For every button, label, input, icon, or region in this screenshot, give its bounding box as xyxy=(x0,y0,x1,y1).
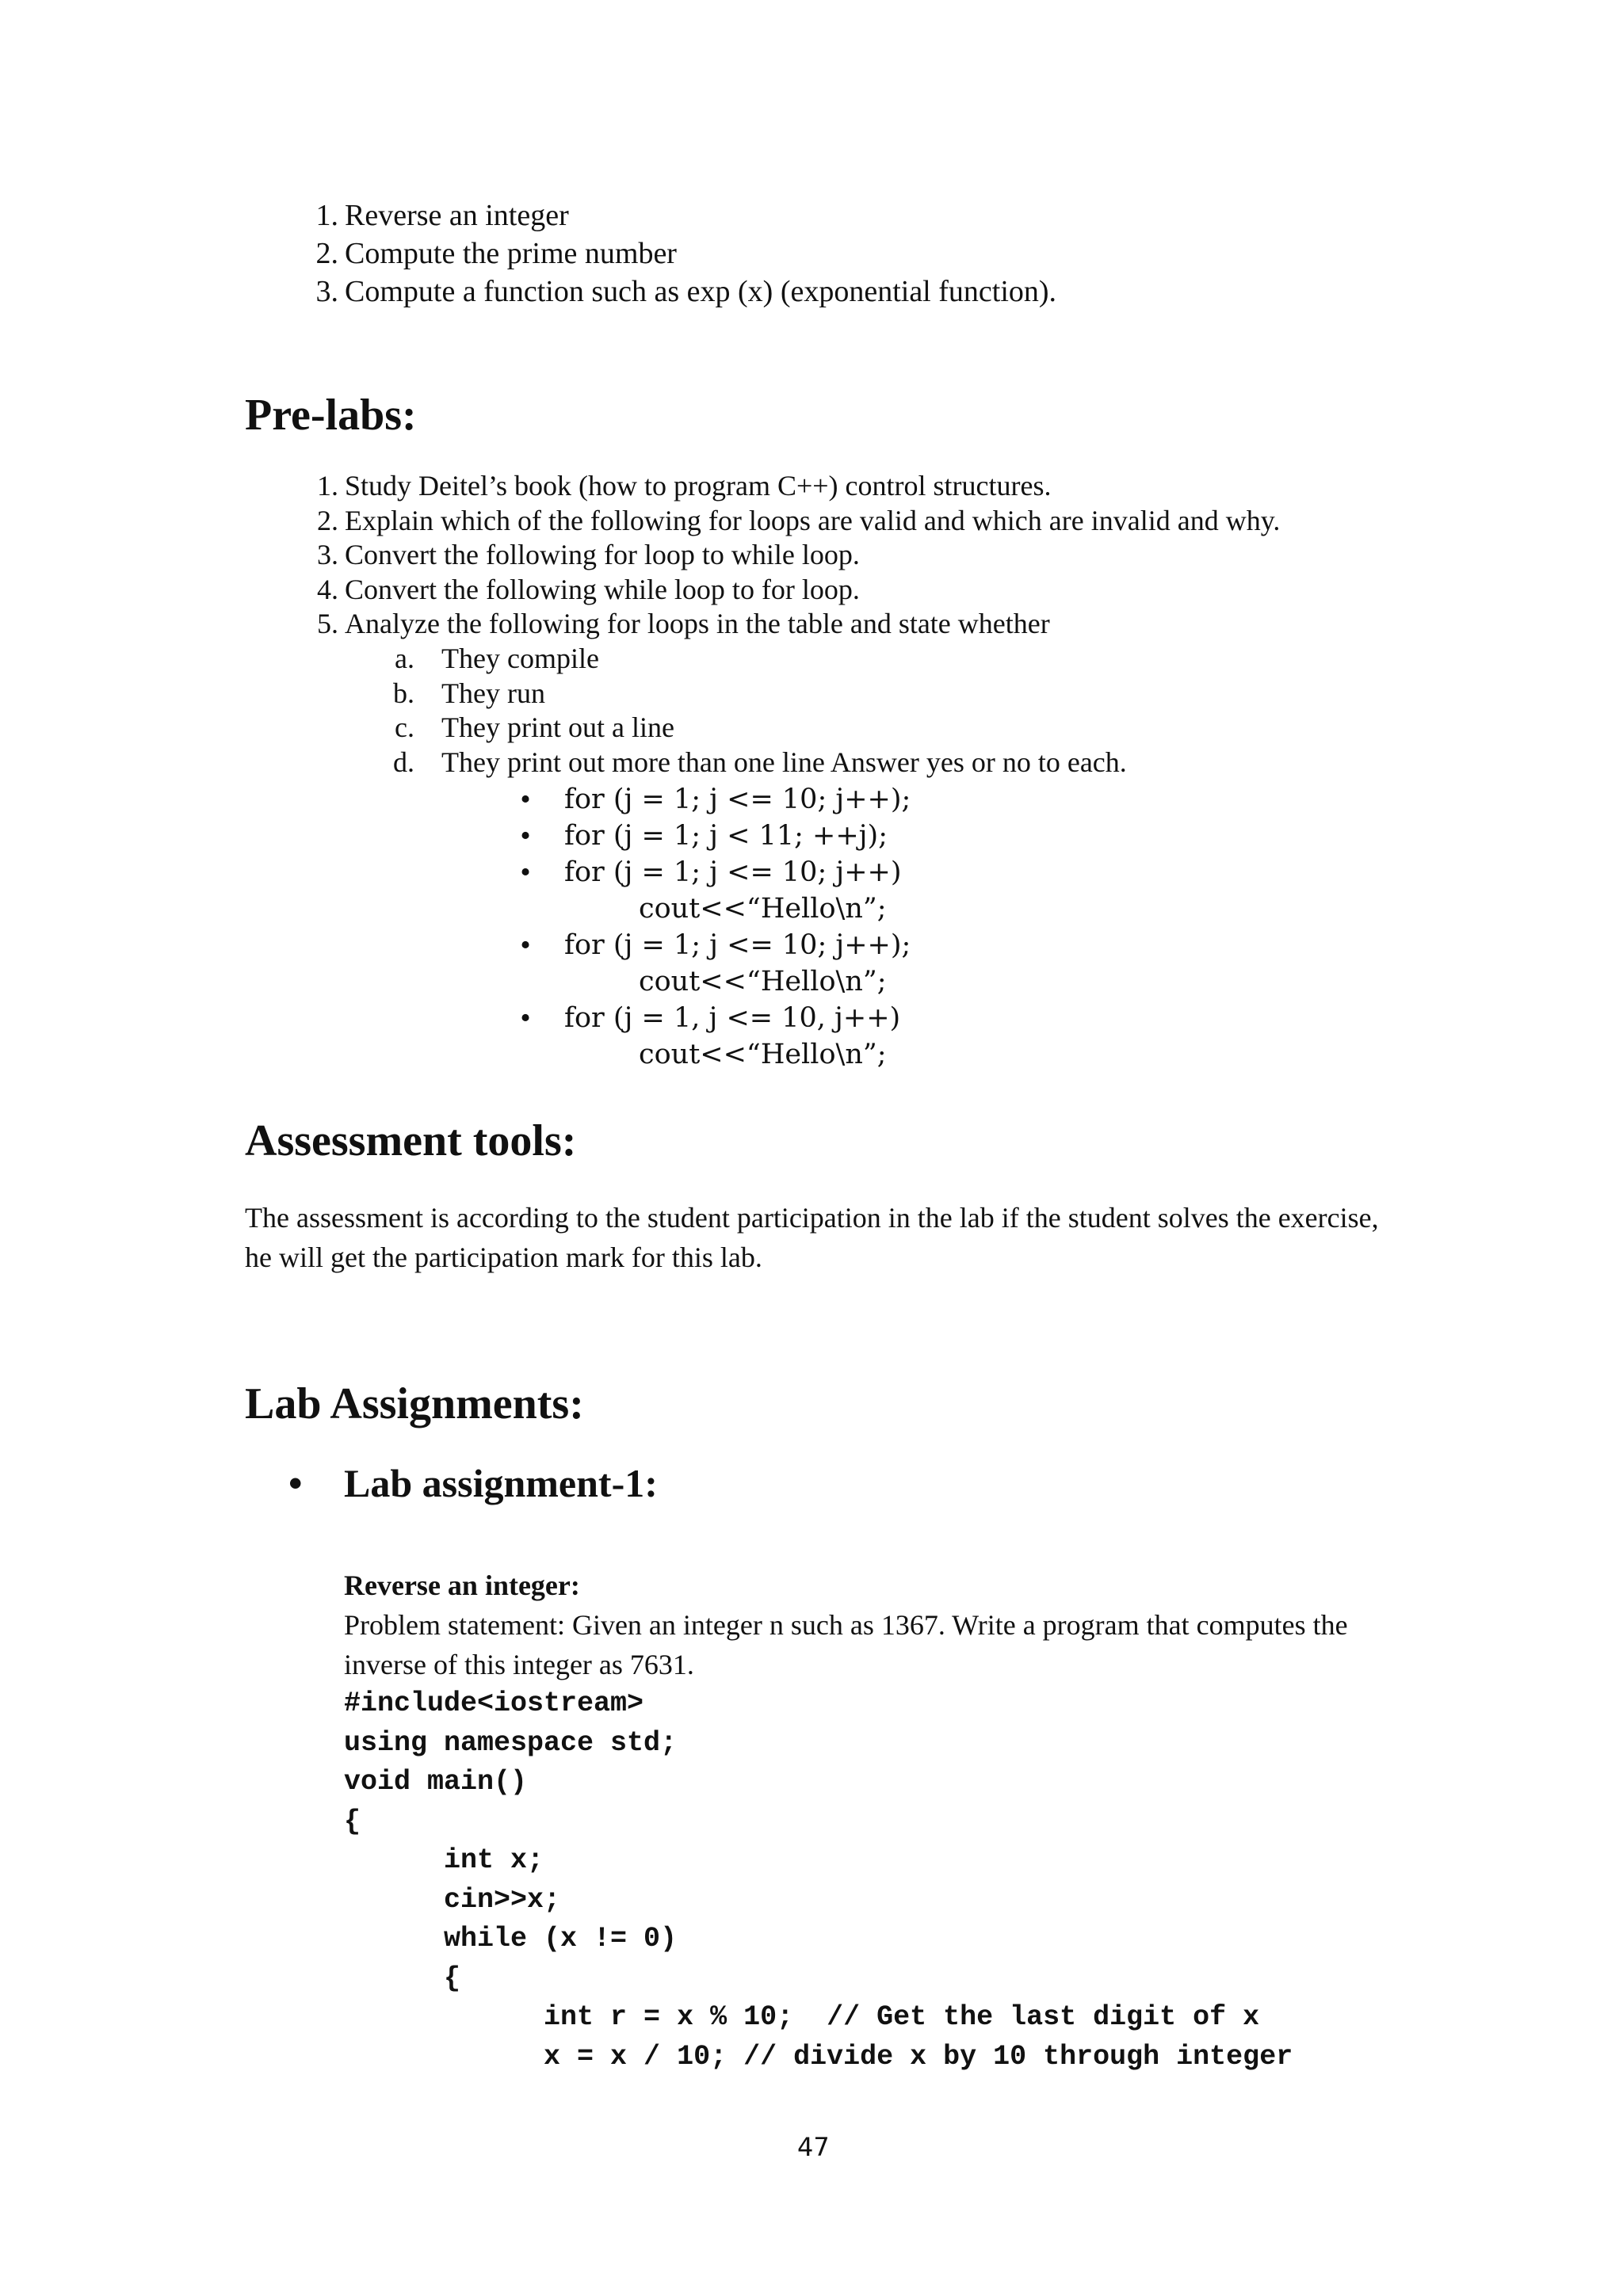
assessment-heading: Assessment tools: xyxy=(245,1116,577,1165)
code-line: int r = x % 10; // Get the last digit of x xyxy=(344,2001,1260,2033)
prelabs-heading: Pre-labs: xyxy=(245,391,417,440)
document-page: 1. Reverse an integer 2. Compute the prime number 3. Compute a function such as exp (x) (exponential function). Pre-labs: 1. Study Deitel’s book (how to program C++) control structures. 2. Explain which of the following for loops are valid and which are invalid and why. 3. Convert the following for loop to while loop. 4. Convert the following while loop to for loop. 5. Analyze the following for loops in the table and state whether a. They compile b. They run c. They print out a line d. They print out more than one line Answer yes or no to each. • for (j = 1; j <= 10; j++); • for (j = 1; j < 11; ++j); • for (j = 1; j <= 10; j++) cout<<“Hello\n”; • for (j = 1; j <= 10; j++); cout<<“Hello\n”; • for (j = 1, j <= 10, j++) cout<<“Hello\n”; Assessment tools: The assessment is according to the student participation in the lab if the student solves the exercise, he will get the participation mark for this lab. Lab Assignments: • Lab assignment-1: Reverse an integer: Problem statement: Given an integer n such as 1367. Write a program that computes the inverse of this integer as 7631. #include<iostream> using namespace std; void main() { int x; cin>>x; while (x != 0) { int r = x % 10; // Get the last digit of x x = x / 10; // divide x by 10 through integer 47 xyxy=(0,0,1623,2296)
code-line: { xyxy=(344,1962,461,1994)
bullet-icon: • xyxy=(520,783,531,816)
code-line: using namespace std; xyxy=(344,1726,678,1759)
code-listing xyxy=(344,1684,1293,2077)
code-line: x = x / 10; // divide x by 10 through integer xyxy=(344,2040,1293,2073)
bullet-icon: • xyxy=(520,1001,531,1035)
page-number: 47 xyxy=(797,2132,830,2162)
code-line: while (x != 0) xyxy=(344,1923,678,1955)
code-line: void main() xyxy=(344,1766,528,1798)
assessment-text: The assessment is according to the student participation in the lab if the student solves the exercise, he will get the participation mark for this lab. xyxy=(245,1202,1379,1273)
bullet-icon: • xyxy=(520,819,531,852)
lab-assignments-heading: Lab Assignments: xyxy=(245,1379,584,1428)
problem-statement: Problem statement: Given an integer n such as 1367. Write a program that computes the inverse of this integer as 7631. xyxy=(344,1609,1348,1680)
code-line: int x; xyxy=(344,1844,544,1876)
bullet-icon: • xyxy=(520,856,531,889)
reverse-integer-title: Reverse an integer: xyxy=(344,1569,580,1601)
bullet-icon: • xyxy=(520,929,531,962)
bullet-icon: • xyxy=(288,1461,303,1505)
code-line: cin>>x; xyxy=(344,1883,561,1916)
code-line: #include<iostream> xyxy=(344,1688,644,1719)
code-line: { xyxy=(344,1805,361,1837)
